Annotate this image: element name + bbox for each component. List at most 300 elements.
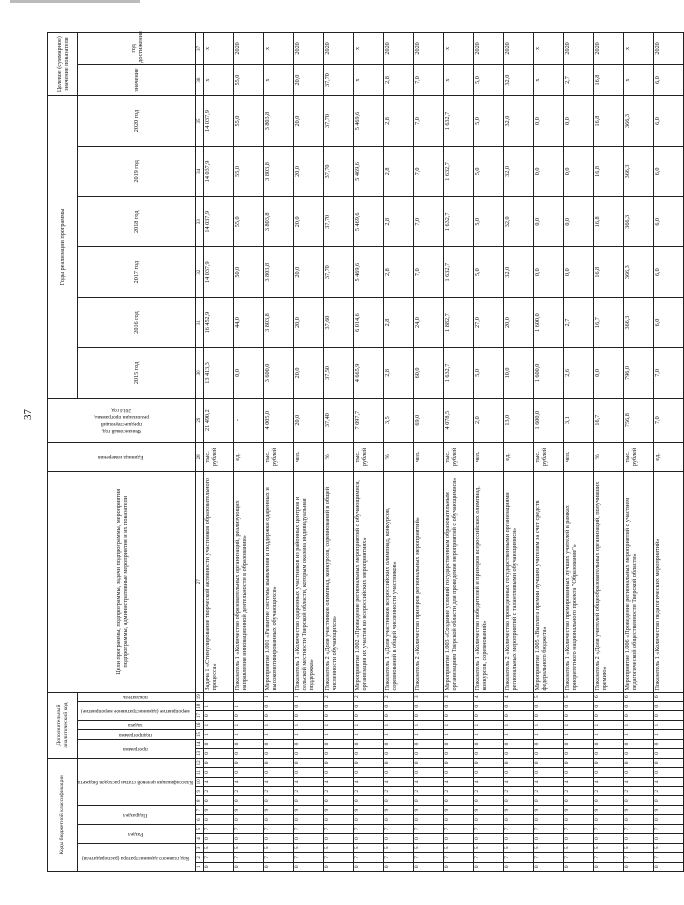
code-digit-cell: 4 — [654, 777, 684, 786]
code-digit-cell: 0 — [474, 796, 504, 805]
row-target-value: х — [444, 33, 474, 65]
code-digit-cell: 9 — [564, 805, 594, 814]
code-digit-cell: 0 — [414, 834, 444, 843]
code-digit-cell: 0 — [414, 739, 444, 748]
row-description: Показатель 1 «Количество педагогических мероприятий» — [654, 472, 684, 692]
row-year-value: 16,8 — [594, 96, 624, 146]
code-digit-cell: 1 — [234, 720, 264, 729]
row-year-value: 20,0 — [294, 247, 324, 297]
row-target-value: 37,70 — [324, 64, 354, 95]
row-year-value: 32,0 — [504, 247, 534, 297]
code-digit-cell: 4 — [504, 777, 534, 786]
code-digit-cell: 0 — [474, 758, 504, 768]
program-indicators-table — [47, 32, 684, 872]
code-digit-cell: 0 — [234, 815, 264, 824]
code-digit-cell: 0 — [354, 815, 384, 824]
code-digit-cell: 0 — [474, 862, 504, 871]
row-year-value: 7,0 — [414, 146, 444, 196]
code-indicator-header: показатель — [78, 692, 196, 701]
row-target-value: х — [624, 64, 654, 95]
code-digit-cell: 9 — [234, 805, 264, 814]
row-target-value: 2020 — [324, 33, 354, 65]
code-digit-cell: 0 — [294, 834, 324, 843]
row-year-value: 0,0 — [534, 146, 564, 196]
row-year-value: 6,0 — [654, 297, 684, 347]
row-target-value: 2020 — [294, 33, 324, 65]
code-digit-cell: 2 — [564, 787, 594, 796]
code-digit-cell: 0 — [264, 768, 294, 777]
code-digit-cell: 0 — [654, 711, 684, 720]
row-year-value: 1 600,0 — [534, 348, 564, 398]
column-index-cell: 6 — [196, 815, 204, 824]
code-digit-cell: 9 — [474, 805, 504, 814]
row-unit: тыс. рублей — [444, 442, 474, 471]
row-target-value: х — [204, 33, 234, 65]
table-row — [204, 33, 234, 872]
code-digit-cell: 1 — [534, 730, 564, 739]
code-digit-cell: 9 — [624, 805, 654, 814]
code-digit-cell: 4 — [294, 777, 324, 786]
code-digit-cell: 7 — [234, 824, 264, 833]
row-year-value: 37,70 — [324, 197, 354, 247]
code-digit-cell: 0 — [654, 796, 684, 805]
row-year-value: 2,8 — [384, 197, 414, 247]
code-digit-cell: 0 — [264, 701, 294, 710]
code-digit-cell: 1 — [444, 730, 474, 739]
row-description: Показатель 1 «Количество победителей и призеров всероссийских олимпиад, конкурсов, соревнований» — [474, 472, 504, 692]
row-unit: чел. — [414, 442, 444, 471]
code-digit-cell: 0 — [594, 768, 624, 777]
row-year-value: 6,0 — [654, 247, 684, 297]
row-year-value: 37,70 — [324, 146, 354, 196]
row-year-value: 37,70 — [324, 247, 354, 297]
code-digit-cell: 0 — [504, 768, 534, 777]
row-description: Мероприятие 1.005 «Выплата премии лучшим учителям за счет средств федерального бюджета» — [534, 472, 564, 692]
code-digit-cell: 0 — [534, 834, 564, 843]
row-year-value: 6,0 — [654, 197, 684, 247]
row-description: Показатель 1 «Количество премированных лучших учителей в рамках приоритетного национального проекта "Образование"» — [564, 472, 594, 692]
code-digit-cell: 7 — [354, 824, 384, 833]
rotated-table-container — [47, 31, 662, 872]
row-year-value: 20,0 — [294, 146, 324, 196]
year-2015-header: 2015 год — [78, 348, 196, 398]
code-digit-cell: 0 — [564, 768, 594, 777]
code-digit-cell: 0 — [564, 796, 594, 805]
code-digit-cell: 0 — [654, 815, 684, 824]
table-row — [504, 33, 534, 872]
code-digit-cell: 0 — [474, 701, 504, 710]
code-digit-cell: 5 — [504, 843, 534, 852]
code-subprogram-header: подпрограмма — [78, 730, 196, 739]
row-year-value: 37,50 — [324, 348, 354, 398]
row-target-value: х — [354, 33, 384, 65]
code-digit-cell: 0 — [264, 758, 294, 768]
code-digit-cell: 6 — [624, 692, 654, 701]
code-digit-cell: 5 — [534, 692, 564, 701]
row-target-value: х — [624, 33, 654, 65]
row-year-value: 0,0 — [594, 348, 624, 398]
row-unit: чел. — [474, 442, 504, 471]
row-base-year-value: 13,0 — [504, 398, 534, 442]
code-digit-cell: 1 — [264, 720, 294, 729]
row-year-value: 0,0 — [564, 96, 594, 146]
row-base-year-value: - — [234, 398, 264, 442]
code-digit-cell: 1 — [444, 720, 474, 729]
code-digit-cell: 2 — [534, 787, 564, 796]
code-digit-cell: 6 — [594, 692, 624, 701]
row-year-value: 0,0 — [534, 96, 564, 146]
table-row — [324, 33, 354, 872]
code-digit-cell: 0 — [564, 862, 594, 871]
row-year-value: 50,0 — [234, 247, 264, 297]
row-year-value: 366,3 — [624, 297, 654, 347]
code-digit-cell: 0 — [234, 796, 264, 805]
row-year-value: 37,60 — [324, 297, 354, 347]
code-digit-cell: 0 — [204, 834, 234, 843]
row-base-year-value: 20,0 — [294, 398, 324, 442]
code-digit-cell: 0 — [294, 749, 324, 758]
code-digit-cell: 0 — [594, 758, 624, 768]
code-digit-cell: 7 — [414, 853, 444, 862]
row-year-value: 60,0 — [414, 348, 444, 398]
column-index-cell: 9 — [196, 787, 204, 796]
code-digit-cell: 0 — [294, 711, 324, 720]
code-digit-cell: 0 — [444, 739, 474, 748]
code-digit-cell: 5 — [594, 843, 624, 852]
row-unit: тыс. рублей — [624, 442, 654, 471]
code-digit-cell: 4 — [414, 777, 444, 786]
code-digit-cell: 0 — [264, 815, 294, 824]
code-digit-cell: 9 — [414, 805, 444, 814]
row-year-value: 5,0 — [474, 146, 504, 196]
code-digit-cell: 9 — [324, 805, 354, 814]
code-digit-cell: 1 — [594, 720, 624, 729]
row-year-value: 27,0 — [474, 297, 504, 347]
code-digit-cell: 5 — [294, 843, 324, 852]
code-digit-cell: 0 — [354, 796, 384, 805]
code-digit-cell: 2 — [354, 787, 384, 796]
column-index-cell: 28 — [196, 442, 204, 471]
scan-edge-mark — [10, 0, 140, 3]
code-digit-cell: 5 — [234, 843, 264, 852]
years-group-header: Годы реализации программы — [48, 96, 78, 398]
code-digit-cell: 7 — [654, 853, 684, 862]
code-digit-cell: 0 — [534, 711, 564, 720]
analytic-code-group-header: Дополнительный аналитический код — [48, 692, 78, 758]
row-year-value: 5 469,6 — [354, 146, 384, 196]
code-digit-cell: 0 — [324, 701, 354, 710]
row-description: Показатель 2 «Доля учителей общеобразовательных организаций, получивших премию» — [594, 472, 624, 692]
code-digit-cell: 0 — [534, 739, 564, 748]
code-program-header: программа — [78, 739, 196, 758]
row-year-value: 32,0 — [504, 197, 534, 247]
code-digit-cell: 0 — [414, 758, 444, 768]
row-year-value: 6,0 — [654, 146, 684, 196]
code-digit-cell: 0 — [324, 862, 354, 871]
year-2017-header: 2017 год — [78, 247, 196, 297]
row-base-year-value: 21 490,2 — [204, 398, 234, 442]
row-base-year-value: 2,0 — [474, 398, 504, 442]
code-digit-cell: 0 — [264, 749, 294, 758]
code-digit-cell: 0 — [414, 749, 444, 758]
row-target-value: х — [534, 64, 564, 95]
code-digit-cell: 7 — [294, 853, 324, 862]
code-digit-cell: 0 — [444, 815, 474, 824]
code-digit-cell: 2 — [204, 787, 234, 796]
code-digit-cell: 1 — [384, 730, 414, 739]
code-digit-cell: 7 — [624, 824, 654, 833]
column-index-cell: 15 — [196, 730, 204, 739]
column-index-cell: 8 — [196, 796, 204, 805]
year-2019-header: 2019 год — [78, 146, 196, 196]
code-section-header: Раздел — [78, 824, 196, 843]
code-digit-cell: 1 — [564, 730, 594, 739]
code-digit-cell: 7 — [444, 853, 474, 862]
code-digit-cell: 2 — [414, 787, 444, 796]
row-year-value: 20,0 — [294, 197, 324, 247]
code-digit-cell: 0 — [354, 711, 384, 720]
column-index-cell: 31 — [196, 297, 204, 347]
code-digit-cell: 0 — [564, 749, 594, 758]
code-digit-cell: 0 — [324, 796, 354, 805]
code-digit-cell: 0 — [294, 758, 324, 768]
row-target-value: 2020 — [414, 33, 444, 65]
code-digit-cell: 1 — [264, 692, 294, 701]
column-index-cell: 36 — [196, 64, 204, 95]
row-year-value: 14 037,9 — [204, 247, 234, 297]
code-digit-cell: 7 — [414, 824, 444, 833]
row-unit: % — [324, 442, 354, 471]
code-digit-cell: 9 — [354, 805, 384, 814]
code-digit-cell: 0 — [384, 749, 414, 758]
code-digit-cell: 1 — [624, 730, 654, 739]
code-subsection-header: Подраздел — [78, 805, 196, 824]
code-digit-cell: 1 — [294, 730, 324, 739]
code-digit-cell: 1 — [504, 730, 534, 739]
row-year-value: 0,0 — [534, 247, 564, 297]
code-digit-cell: 0 — [624, 711, 654, 720]
row-target-value: 2020 — [234, 33, 264, 65]
column-index-cell: 29 — [196, 398, 204, 442]
code-digit-cell: 1 — [204, 701, 234, 710]
row-year-value: 55,0 — [234, 96, 264, 146]
code-digit-cell: 0 — [564, 758, 594, 768]
code-digit-cell: 3 — [444, 692, 474, 701]
code-digit-cell: 5 — [354, 843, 384, 852]
code-digit-cell: 0 — [504, 701, 534, 710]
year-2020-header: 2020 год — [78, 96, 196, 146]
code-digit-cell: 0 — [324, 711, 354, 720]
code-digit-cell: 0 — [504, 739, 534, 748]
financing-column-header: Финансовый год, предшествующий реализации программы, 2014 год — [48, 398, 196, 442]
code-task-header: задача — [78, 720, 196, 729]
code-digit-cell: 2 — [504, 787, 534, 796]
code-digit-cell: 1 — [354, 730, 384, 739]
code-digit-cell: 1 — [594, 730, 624, 739]
column-index-cell: 12 — [196, 758, 204, 768]
code-digit-cell: 0 — [354, 768, 384, 777]
code-digit-cell: 0 — [594, 815, 624, 824]
row-year-value: 0,0 — [564, 197, 594, 247]
code-digit-cell: 0 — [474, 739, 504, 748]
code-digit-cell: 0 — [204, 711, 234, 720]
code-digit-cell: 0 — [384, 796, 414, 805]
code-digit-cell: 0 — [324, 749, 354, 758]
table-row — [234, 33, 264, 872]
code-digit-cell: 0 — [264, 796, 294, 805]
code-digit-cell: 0 — [444, 862, 474, 871]
row-year-value: 5,0 — [474, 348, 504, 398]
code-digit-cell: 9 — [444, 805, 474, 814]
row-target-value: 2,7 — [564, 64, 594, 95]
code-digit-cell: 4 — [324, 777, 354, 786]
row-year-value: 5,0 — [474, 96, 504, 146]
column-index-cell: 16 — [196, 720, 204, 729]
code-digit-cell: 1 — [414, 720, 444, 729]
code-digit-cell: 1 — [474, 720, 504, 729]
code-digit-cell: 2 — [264, 787, 294, 796]
code-digit-cell: 1 — [294, 692, 324, 701]
code-digit-cell: 0 — [354, 834, 384, 843]
code-digit-cell: 0 — [384, 701, 414, 710]
code-digit-cell: 1 — [264, 730, 294, 739]
row-target-value: 2020 — [564, 33, 594, 65]
row-year-value: 366,3 — [624, 96, 654, 146]
code-digit-cell: 7 — [204, 824, 234, 833]
code-digit-cell: 7 — [504, 824, 534, 833]
row-target-value: 2020 — [654, 33, 684, 65]
code-digit-cell: 2 — [324, 692, 354, 701]
code-digit-cell: 7 — [534, 853, 564, 862]
table-row — [414, 33, 444, 872]
row-year-value: 32,0 — [504, 146, 534, 196]
column-index-cell: 7 — [196, 805, 204, 814]
code-digit-cell: 5 — [564, 843, 594, 852]
code-digit-cell: 9 — [204, 805, 234, 814]
code-digit-cell: 5 — [324, 843, 354, 852]
code-event-header: мероприятие (административное мероприятие) — [78, 701, 196, 720]
row-year-value: 13 413,3 — [204, 348, 234, 398]
code-digit-cell: 0 — [624, 796, 654, 805]
row-year-value: 796,0 — [624, 348, 654, 398]
code-digit-cell: 0 — [384, 815, 414, 824]
row-year-value: 10,0 — [504, 348, 534, 398]
column-index-cell: 5 — [196, 824, 204, 833]
code-digit-cell: 0 — [504, 815, 534, 824]
row-year-value: 1 632,7 — [444, 96, 474, 146]
code-digit-cell: 7 — [474, 853, 504, 862]
row-year-value: 55,0 — [234, 146, 264, 196]
row-year-value: 16,8 — [594, 247, 624, 297]
table-row — [474, 33, 504, 872]
row-unit: ед. — [234, 442, 264, 471]
code-digit-cell: 0 — [534, 796, 564, 805]
code-digit-cell: 2 — [384, 692, 414, 701]
column-index-cell: 13 — [196, 749, 204, 758]
code-digit-cell: 4 — [564, 777, 594, 786]
row-year-value: 16,8 — [594, 146, 624, 196]
code-digit-cell: 0 — [654, 862, 684, 871]
code-digit-cell: 0 — [324, 768, 354, 777]
code-digit-cell: 0 — [444, 758, 474, 768]
code-digit-cell: 7 — [294, 824, 324, 833]
code-digit-cell: 0 — [204, 758, 234, 768]
column-index-cell: 19 — [196, 692, 204, 701]
column-index-cell: 14 — [196, 739, 204, 748]
row-unit: чел. — [294, 442, 324, 471]
row-year-value: 1 600,0 — [534, 297, 564, 347]
row-year-value: 7,0 — [414, 247, 444, 297]
code-digit-cell: 7 — [264, 853, 294, 862]
row-year-value: 5,0 — [474, 197, 504, 247]
row-target-value: 7,0 — [414, 64, 444, 95]
row-target-value: 32,0 — [504, 64, 534, 95]
row-year-value: 20,0 — [294, 96, 324, 146]
code-digit-cell: 7 — [624, 853, 654, 862]
code-digit-cell: 0 — [264, 711, 294, 720]
row-year-value: 3 803,8 — [264, 96, 294, 146]
row-year-value: 5 469,6 — [354, 247, 384, 297]
code-digit-cell: 9 — [654, 805, 684, 814]
code-digit-cell: 0 — [294, 768, 324, 777]
row-unit: тыс. рублей — [354, 442, 384, 471]
row-base-year-value: 69,0 — [414, 398, 444, 442]
code-digit-cell: 4 — [624, 777, 654, 786]
row-base-year-value: 1 600,0 — [534, 398, 564, 442]
row-target-value: х — [354, 64, 384, 95]
code-digit-cell: 0 — [654, 701, 684, 710]
code-digit-cell: 0 — [324, 758, 354, 768]
row-base-year-value: 16,7 — [594, 398, 624, 442]
column-index-cell: 10 — [196, 777, 204, 786]
code-digit-cell: 0 — [384, 834, 414, 843]
row-unit: тыс. рублей — [534, 442, 564, 471]
code-digit-cell: 0 — [204, 739, 234, 748]
code-digit-cell: 4 — [204, 777, 234, 786]
code-admin-header: Код главного администратора (распорядителя) — [78, 843, 196, 871]
table-row — [384, 33, 414, 872]
code-digit-cell: 1 — [324, 720, 354, 729]
column-index-cell: 30 — [196, 348, 204, 398]
code-digit-cell: 0 — [354, 758, 384, 768]
table-row — [594, 33, 624, 872]
code-digit-cell: 0 — [654, 834, 684, 843]
code-digit-cell — [204, 692, 234, 701]
code-digit-cell: 0 — [414, 796, 444, 805]
row-year-value: 3 803,8 — [264, 197, 294, 247]
code-digit-cell: 1 — [204, 730, 234, 739]
code-digit-cell: 2 — [594, 787, 624, 796]
row-target-value: 2020 — [504, 33, 534, 65]
code-digit-cell: 0 — [384, 768, 414, 777]
code-digit-cell: 0 — [474, 711, 504, 720]
code-digit-cell: 0 — [444, 711, 474, 720]
row-target-value: 2,8 — [384, 64, 414, 95]
row-target-value: х — [264, 33, 294, 65]
code-digit-cell: 0 — [624, 758, 654, 768]
row-base-year-value: 7 097,7 — [354, 398, 384, 442]
code-digit-cell: 0 — [624, 815, 654, 824]
code-digit-cell: 0 — [504, 796, 534, 805]
code-digit-cell: 2 — [354, 692, 384, 701]
code-digit-cell: 0 — [444, 701, 474, 710]
code-digit-cell: 2 — [444, 787, 474, 796]
table-row — [624, 33, 654, 872]
code-digit-cell: 7 — [234, 853, 264, 862]
code-digit-cell: 0 — [594, 749, 624, 758]
code-digit-cell: 7 — [564, 824, 594, 833]
code-digit-cell: 0 — [294, 796, 324, 805]
